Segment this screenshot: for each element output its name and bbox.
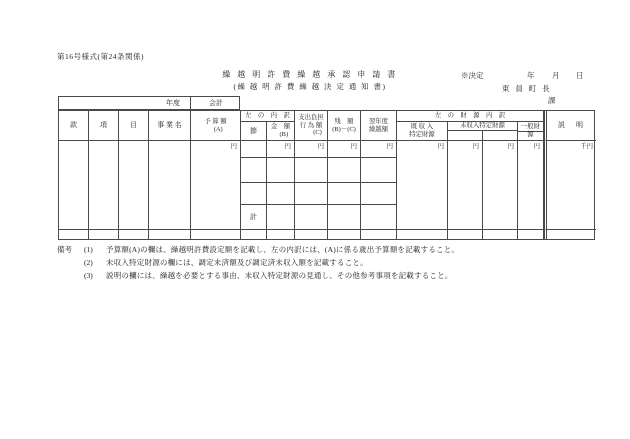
unit-cell-commitment: 円 (295, 141, 328, 158)
col-header-moku: 目 (119, 111, 149, 141)
fiscal-year-cell: 年度 (59, 97, 191, 109)
body-cell-moku (119, 141, 149, 230)
bottom-row-explanation (544, 230, 596, 239)
total-row-amount (267, 205, 295, 230)
remarks-block (57, 243, 459, 282)
col-header-next-year-carryover: 翌年度 繰越額 (361, 111, 397, 141)
col-header-kou: 項 (89, 111, 119, 141)
remark-row-3 (57, 269, 459, 282)
unit-cell-amount-b: 円 (267, 141, 295, 158)
remarks-heading: 備考 (57, 245, 72, 254)
breakdown-row1-carryover (361, 158, 397, 183)
total-row-carryover (361, 205, 397, 230)
form-title: 繰 越 明 許 費 繰 越 承 認 申 請 書 (222, 70, 398, 79)
bottom-row-moku (119, 230, 149, 239)
unit-cell-carryover: 円 (361, 141, 397, 158)
body-cell-project-name (149, 141, 191, 230)
body-cell-explanation: 千円 (544, 141, 596, 230)
year-account-strip (58, 96, 240, 110)
remark-text: 説明の欄には、繰越を必要とする事由、未収入特定財源の見通し、その他参考事項を記載すること。 (106, 271, 453, 280)
form-subtitle: (繰 越 明 許 費 繰 越 決 定 通 知 書) (233, 82, 387, 91)
bottom-row-remaining (328, 230, 361, 239)
breakdown-row2-setsu (241, 183, 267, 205)
col-header-remaining-amount: 残 額 (B)－(C) (328, 111, 361, 141)
col-header-project-name: 事 業 名 (149, 111, 191, 141)
col-header-budget-amount: 予 算 額 (A) (191, 111, 241, 141)
bottom-row-commitment (295, 230, 328, 239)
bottom-row-setsu (241, 230, 267, 239)
decision-label: ※決定 (461, 71, 484, 80)
group-header-funding-sources: 左 の 財 源 内 訳 (397, 111, 544, 122)
bottom-row-unreceived-right (483, 230, 518, 239)
date-month-label: 月 (552, 71, 560, 80)
total-row-label: 計 (241, 205, 267, 230)
breakdown-row1-remaining (328, 158, 361, 183)
body-cell-kan (59, 141, 89, 230)
col-header-received-specific-source: 既 収 入 特定財源 (397, 122, 448, 141)
col-header-unreceived-specific-source: 未収入特定財源 (448, 122, 518, 131)
breakdown-row1-amount (267, 158, 295, 183)
remark-number: (1) (84, 245, 93, 254)
col-header-expenditure-commitment: 支出負担 行 為 額 (C) (295, 111, 328, 141)
body-cell-kou (89, 141, 119, 230)
breakdown-row1-setsu (241, 158, 267, 183)
date-day-label: 日 (576, 71, 584, 80)
body-cell-unreceived-left: 円 (448, 141, 483, 230)
unreceived-subcolumn-right (483, 131, 518, 141)
body-cell-unreceived-right: 円 (483, 141, 518, 230)
date-year-label: 年 (527, 71, 535, 80)
bottom-row-budget (191, 230, 241, 239)
bottom-row-unreceived-left (448, 230, 483, 239)
remark-row-1 (57, 243, 459, 256)
col-header-explanation: 説 明 (544, 111, 596, 141)
section-label: 課 (548, 96, 556, 105)
bottom-row-received (397, 230, 448, 239)
mayor-title: 東 員 町 長 (502, 84, 552, 93)
col-header-kan: 款 (59, 111, 89, 141)
body-cell-received-source: 円 (397, 141, 448, 230)
body-cell-general-source: 円 (518, 141, 544, 230)
account-cell: 会計 (209, 99, 223, 107)
remark-number: (3) (84, 271, 93, 280)
unit-cell-setsu (241, 141, 267, 158)
col-header-amount-b: 金 額 (B) (267, 122, 295, 141)
bottom-row-project (149, 230, 191, 239)
form-number: 第16号様式(第24条関係) (57, 52, 144, 61)
unreceived-subcolumn-left (448, 131, 483, 141)
col-header-general-source: 一般財源 (518, 122, 544, 141)
total-row-remaining (328, 205, 361, 230)
col-header-setsu: 節 (241, 122, 267, 141)
breakdown-row1-commitment (295, 158, 328, 183)
bottom-row-carryover (361, 230, 397, 239)
remark-text: 未収入特定財源の欄には、調定未済額及び調定済未収入額を記載すること。 (106, 258, 368, 267)
body-cell-budget-amount: 円 (191, 141, 241, 230)
bottom-row-amount (267, 230, 295, 239)
bottom-row-general (518, 230, 544, 239)
breakdown-row2-remaining (328, 183, 361, 205)
remark-row-2 (57, 256, 459, 269)
remark-text: 予算額(A)の欄は、繰越明許費設定額を記載し、左の内訳には、(A)に係る歳出予算額を記載すること。 (106, 245, 460, 254)
breakdown-row2-carryover (361, 183, 397, 205)
breakdown-row2-commitment (295, 183, 328, 205)
group-header-breakdown: 左 の 内 訳 (241, 111, 295, 122)
bottom-row-kan (59, 230, 89, 239)
remark-number: (2) (84, 258, 93, 267)
carryover-table (58, 110, 595, 240)
unit-cell-remaining: 円 (328, 141, 361, 158)
total-row-commitment (295, 205, 328, 230)
breakdown-row2-amount (267, 183, 295, 205)
bottom-row-kou (89, 230, 119, 239)
